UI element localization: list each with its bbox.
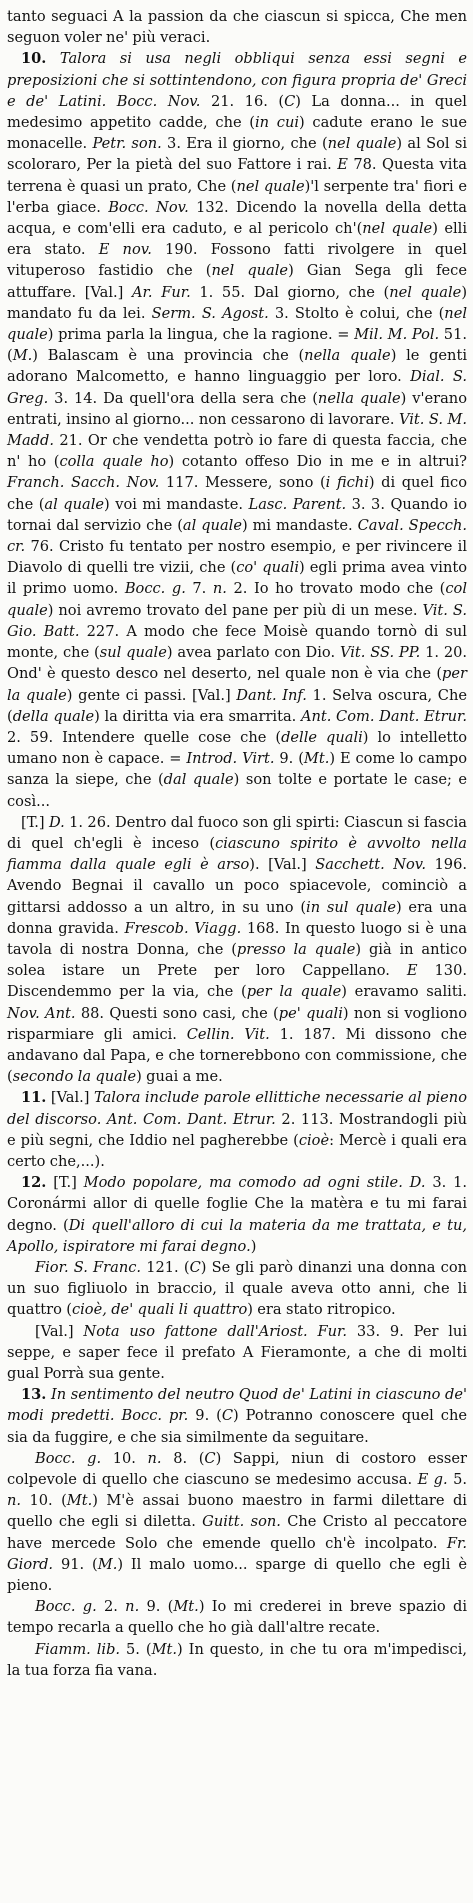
italic-segment: delle quali — [281, 728, 363, 746]
text-segment: ) La donna... in quel medesimo appetito cadde, che ( — [7, 92, 467, 132]
text-segment: [Val.] — [46, 1089, 94, 1107]
italic-segment: E — [337, 156, 348, 174]
italic-segment: C — [189, 1258, 201, 1276]
text-segment: [Val.] — [35, 1322, 84, 1340]
text-segment: 117. Messere, sono ( — [159, 474, 326, 492]
italic-segment: Fiamm. lib. — [35, 1640, 121, 1658]
paragraph — [7, 1384, 467, 1448]
italic-segment: Guitt. son. — [202, 1513, 281, 1531]
text-segment: ) mandato fu da lei. — [7, 283, 468, 322]
text-segment: 10. ( — [21, 1492, 67, 1510]
italic-segment: C — [284, 92, 296, 110]
text-segment: ) di quel fico che ( — [7, 474, 467, 513]
italic-segment: in cui — [255, 114, 300, 132]
italic-segment: E — [406, 962, 418, 980]
italic-segment: co' quali — [236, 559, 300, 577]
italic-segment: i fichi — [325, 474, 369, 492]
italic-segment: al quale — [182, 516, 242, 534]
text-segment: 132. Dicendo la novella della detta acqua, e com'elli era caduto, e al pericolo ch'( — [7, 198, 467, 238]
text-segment: ) voi mi mandaste. — [104, 495, 249, 513]
text-segment: 2. Io ho trovato modo che ( — [226, 580, 446, 598]
text-segment: : Mercè i quali era certo che,...). — [7, 1131, 467, 1170]
italic-segment: nella quale — [317, 389, 401, 407]
paragraph — [7, 6, 467, 48]
text-segment: Che Cristo al peccatore have mercede Solo che emende quello ch'è incolpato. — [7, 1513, 467, 1552]
italic-segment: Mt. — [173, 1598, 199, 1616]
italic-segment: Mt. — [303, 750, 330, 768]
italic-segment: Ar. Fur. — [132, 283, 191, 301]
italic-segment: presso la quale — [236, 940, 356, 958]
text-segment: ) egli prima avea vinto il primo uomo. — [7, 559, 467, 598]
text-segment: 21. 16. ( — [200, 92, 285, 110]
text-segment: )'l serpente tra' fiori e l'erba giace. — [7, 177, 467, 216]
text-segment: ) non si vogliono risparmiare gli amici. — [7, 1004, 467, 1043]
text-segment: ) Gian Sega gli fece attuffare. [Val.] — [7, 262, 467, 301]
italic-segment: Cellin. Vit. — [186, 1025, 270, 1043]
text-segment: ) guai a me. — [136, 1068, 223, 1086]
italic-segment: della quale — [12, 707, 95, 725]
italic-segment: nel quale — [327, 135, 397, 153]
paragraph — [7, 1087, 467, 1172]
text-segment: 91. ( — [53, 1555, 98, 1573]
italic-segment: nel quale — [389, 283, 462, 301]
section-number: 13. — [21, 1386, 47, 1404]
italic-segment: Talora si usa negli obbliqui senza essi segni e preposizioni che si sottintendono, con figura propria de' Greci e de' Latini. Bocc. Nov. — [7, 50, 467, 110]
paragraph — [7, 1257, 467, 1321]
text-segment: ) cotanto offeso Dio in me e in altrui? — [168, 453, 468, 471]
italic-segment: D. — [48, 813, 65, 831]
text-segment: ) E come lo campo sanza la siepe, che ( — [7, 750, 467, 789]
italic-segment: Fr. Giord. — [7, 1534, 467, 1573]
text-segment: ) mi mandaste. — [241, 516, 358, 534]
text-segment: ) Potranno conoscere quel che sia da fuggire, e che sia similmente da seguitare. — [7, 1407, 467, 1446]
text-segment: 1. 187. Mi dissono che andavano dal Papa, e che tornerebbono con commissione, che ( — [7, 1025, 467, 1086]
italic-segment: In sentimento del neutro Quod de' Latini in ciascuno de' modi predetti. Bocc. pr. — [7, 1386, 467, 1425]
italic-segment: C — [204, 1449, 216, 1467]
paragraph — [7, 1639, 467, 1681]
paragraph — [7, 1596, 467, 1638]
text-segment: 5. — [447, 1471, 467, 1489]
italic-segment: Di quell'alloro di cui la materia da me trattata, e tu, Apollo, ispiratore mi farai degno. — [7, 1216, 467, 1255]
italic-segment: Nov. Ant. — [7, 1004, 76, 1022]
italic-segment: Sacchett. Nov. — [315, 856, 426, 874]
italic-segment: Bocc. g. — [124, 580, 186, 598]
text-segment — [46, 50, 59, 67]
text-segment: ) era una donna gravida. — [7, 898, 468, 937]
text-segment: ) elli era stato. — [7, 220, 467, 259]
text-segment: ) già in antico solea istare un Prete per loro Cappellano. — [7, 940, 467, 980]
text-segment: 2. 113. Mostrandogli più e più segni, che Iddio nel pagherebbe ( — [7, 1110, 467, 1149]
italic-segment: Talora include parole ellittiche necessarie al pieno del discorso. Ant. Com. Dant. Etrur. — [7, 1089, 467, 1128]
text-segment: 33. 9. Per lui seppe, e saper fece il prefato A Fieramonte, a che di molti gual Porrà sua gente. — [7, 1322, 467, 1382]
text-segment: 1. Selva oscura, Che ( — [7, 686, 468, 725]
paragraph — [7, 1172, 467, 1257]
text-segment: ) In questo, in che tu ora m'impedisci, la tua forza fia vana. — [7, 1640, 468, 1679]
text-segment: ) M'è assai buono maestro in farmi dilettare di quello che egli si diletta. — [7, 1492, 467, 1531]
text-segment: 9. ( — [188, 1407, 222, 1425]
italic-segment: nel quale — [236, 177, 305, 195]
text-segment: ) prima parla la lingua, che la ragione. = — [47, 326, 355, 344]
text-segment: ) noi avremo trovato del pane per più di un mese. — [47, 601, 423, 619]
italic-segment: Frescob. Viagg. — [124, 919, 242, 937]
text-segment: ) Sappi, niun di costoro esser colpevole di quello che ciascuno se medesimo accusa. — [7, 1449, 467, 1489]
italic-segment: al quale — [44, 495, 105, 513]
italic-segment: Lasc. Parent. — [248, 495, 347, 513]
paragraph — [7, 1448, 467, 1596]
italic-segment: col quale — [7, 580, 467, 619]
text-segment: ). [Val.] — [249, 856, 316, 874]
italic-segment: n. — [125, 1598, 140, 1616]
italic-segment: n. — [7, 1492, 22, 1510]
italic-segment: Introd. Virt. — [186, 750, 275, 768]
italic-segment: Nota uso fattone dall'Ariost. Fur. — [83, 1322, 348, 1340]
italic-segment: nel quale — [362, 220, 433, 238]
italic-segment: M. — [12, 347, 33, 365]
italic-segment: Mil. M. Pol. — [354, 326, 440, 344]
italic-segment: colla quale ho — [59, 453, 169, 471]
italic-segment: M. — [97, 1555, 118, 1573]
text-segment: 168. In questo luogo si è una tavola di nostra Donna, che ( — [7, 919, 468, 958]
section-number: 10. — [21, 50, 47, 68]
italic-segment: Dant. Inf. — [236, 686, 307, 704]
italic-segment: Petr. son. — [92, 135, 162, 153]
text-segment: 78. Questa vita terrena è quasi un prato, Che ( — [7, 156, 467, 195]
text-segment: 9. ( — [274, 750, 304, 768]
text-segment: 3. 1. Coronármi allor di quelle foglie Che la matèra e tu mi farai degno. ( — [7, 1174, 467, 1234]
italic-segment: Vit. S. M. Madd. — [7, 410, 467, 450]
italic-segment: Vit. SS. PP. — [339, 644, 421, 662]
italic-segment: pe' quali — [278, 1004, 343, 1022]
text-segment: 1. 20. Ond' è questo desco nel deserto, nel quale non è via che ( — [7, 644, 468, 683]
italic-segment: E nov. — [98, 241, 152, 259]
text-segment: 3. 3. Quando io tornai dal servizio che ( — [7, 495, 467, 534]
text-segment: 88. Questi sono casi, che ( — [75, 1004, 279, 1022]
italic-segment: Fior. S. Franc. — [35, 1258, 142, 1276]
text-segment: ) Io mi crederei in breve spazio di tempo recarla a quello che ho già dall'altre recate. — [7, 1598, 467, 1637]
text-segment: ) v'erano entrati, insino al giorno... non cessarono di lavorare. — [7, 389, 467, 428]
italic-segment: Dial. S. Greg. — [7, 368, 467, 407]
italic-segment: E g. — [417, 1471, 448, 1489]
paragraph — [7, 1321, 467, 1385]
text-segment: tanto seguaci A la passion da che ciascun si spicca, Che men seguon voler ne' più veraci. — [7, 8, 467, 47]
text-segment: ) era stato ritropico. — [247, 1301, 396, 1319]
text-segment: 190. Fossono fatti rivolgere in quel vituperoso fastidio che ( — [7, 241, 467, 280]
text-segment: 2. — [96, 1598, 126, 1616]
italic-segment: Ant. Com. Dant. Etrur. — [300, 707, 467, 725]
text-segment: 1. 26. Dentro dal fuoco son gli spirti: Ciascun si fascia di quel ch'egli è inceso ( — [7, 813, 467, 852]
italic-segment: ciascuno spirito è avvolto nella fiamma dalla quale egli è arso — [7, 834, 467, 874]
text-segment: ) eravamo saliti. — [341, 983, 468, 1001]
text-segment: ) avea parlato con Dio. — [166, 644, 340, 662]
text-segment: ) Il malo uomo... sparge di quello che egli è pieno. — [7, 1555, 467, 1595]
text-segment: 196. Avendo Begnai il cavallo un poco spiacevole, cominciò a gittarsi addosso a un altro, in su uno ( — [7, 856, 468, 916]
text-segment: 21. Or che vendetta potrò io fare di questa faccia, che n' ho ( — [7, 432, 467, 471]
text-segment: ) lo intelletto umano non è capace. = — [7, 728, 467, 768]
text-segment: ) gente ci passi. [Val.] — [66, 686, 237, 704]
italic-segment: Mt. — [66, 1492, 93, 1510]
text-segment: 8. ( — [161, 1449, 205, 1467]
text-segment: 121. ( — [141, 1258, 190, 1276]
text-segment: ) — [250, 1237, 257, 1255]
italic-segment: sul quale — [99, 644, 167, 662]
paragraph — [7, 48, 467, 811]
text-segment: ) cadute erano le sue monacelle. — [7, 114, 467, 153]
paragraph — [7, 812, 467, 1088]
text-segment: 76. Cristo fu tentato per nostro esempio, e per rivincere il Diavolo di quelli tre vizii, che ( — [7, 538, 467, 577]
italic-segment: secondo la quale — [12, 1068, 137, 1086]
text-segment: 10. — [101, 1449, 148, 1467]
text-segment: 2. 59. Intendere quelle cose che ( — [7, 728, 282, 746]
text-segment: 51. ( — [7, 326, 467, 365]
text-segment: ) Balascam è una provincia che ( — [32, 347, 305, 365]
text-segment: ) Se gli parò dinanzi una donna con un suo figliuolo in braccio, il quale aveva otto anni, che li quattro ( — [7, 1258, 468, 1319]
section-number: 11. — [21, 1089, 47, 1107]
italic-segment: in sul quale — [306, 898, 396, 916]
italic-segment: per la quale — [7, 665, 467, 704]
italic-segment: nel quale — [7, 304, 467, 344]
text-segment: ) son tolte e portate le case; e così... — [7, 771, 468, 810]
text-segment: [T.] — [21, 813, 49, 831]
text-segment: 3. Era il giorno, che ( — [161, 135, 328, 153]
text-segment: ) la diritta via era smarrita. — [94, 707, 301, 725]
text-segment: 9. ( — [139, 1598, 174, 1616]
text-segment: [T.] — [46, 1174, 84, 1192]
text-segment: 227. A modo che fece Moisè quando tornò di sul monte, che ( — [7, 622, 467, 662]
italic-segment: Caval. Specch. cr. — [7, 516, 468, 556]
italic-segment: Serm. S. Agost. — [151, 304, 269, 322]
italic-segment: dal quale — [163, 771, 234, 789]
text-segment: ) le genti adorano Malcometto, e hanno linguaggio per loro. — [7, 347, 467, 386]
italic-segment: Bocc. g. — [35, 1598, 97, 1616]
text-segment: 5. ( — [120, 1640, 152, 1658]
italic-segment: C — [221, 1407, 234, 1425]
italic-segment: cioè, de' quali li quattro — [71, 1301, 248, 1319]
text-segment: 3. Stolto è colui, che ( — [268, 304, 445, 322]
italic-segment: nella quale — [304, 347, 391, 365]
italic-segment: Bocc. g. — [35, 1449, 102, 1467]
text-segment: 1. 55. Dal giorno, che ( — [190, 283, 390, 301]
entry-text — [7, 6, 467, 1681]
italic-segment: n. — [212, 580, 227, 598]
italic-segment: Franch. Sacch. Nov. — [7, 474, 160, 492]
italic-segment: Mt. — [151, 1640, 178, 1658]
italic-segment: n. — [147, 1449, 162, 1467]
italic-segment: Bocc. Nov. — [108, 198, 189, 216]
italic-segment: cioè — [298, 1131, 330, 1149]
italic-segment: Vit. S. Gio. Batt. — [7, 601, 467, 640]
italic-segment: nel quale — [211, 262, 289, 280]
section-number: 12. — [21, 1174, 47, 1192]
italic-segment: per la quale — [246, 983, 342, 1001]
text-segment: 130. Discendemmo per la via, che ( — [7, 962, 467, 1001]
text-segment: 3. 14. Da quell'ora della sera che ( — [48, 389, 318, 407]
italic-segment: Modo popolare, ma comodo ad ogni stile. D. — [83, 1174, 426, 1192]
text-segment: 7. — [185, 580, 213, 598]
text-segment: ) al Sol si scoloraro, Per la pietà del suo Fattore i rai. — [7, 135, 467, 174]
